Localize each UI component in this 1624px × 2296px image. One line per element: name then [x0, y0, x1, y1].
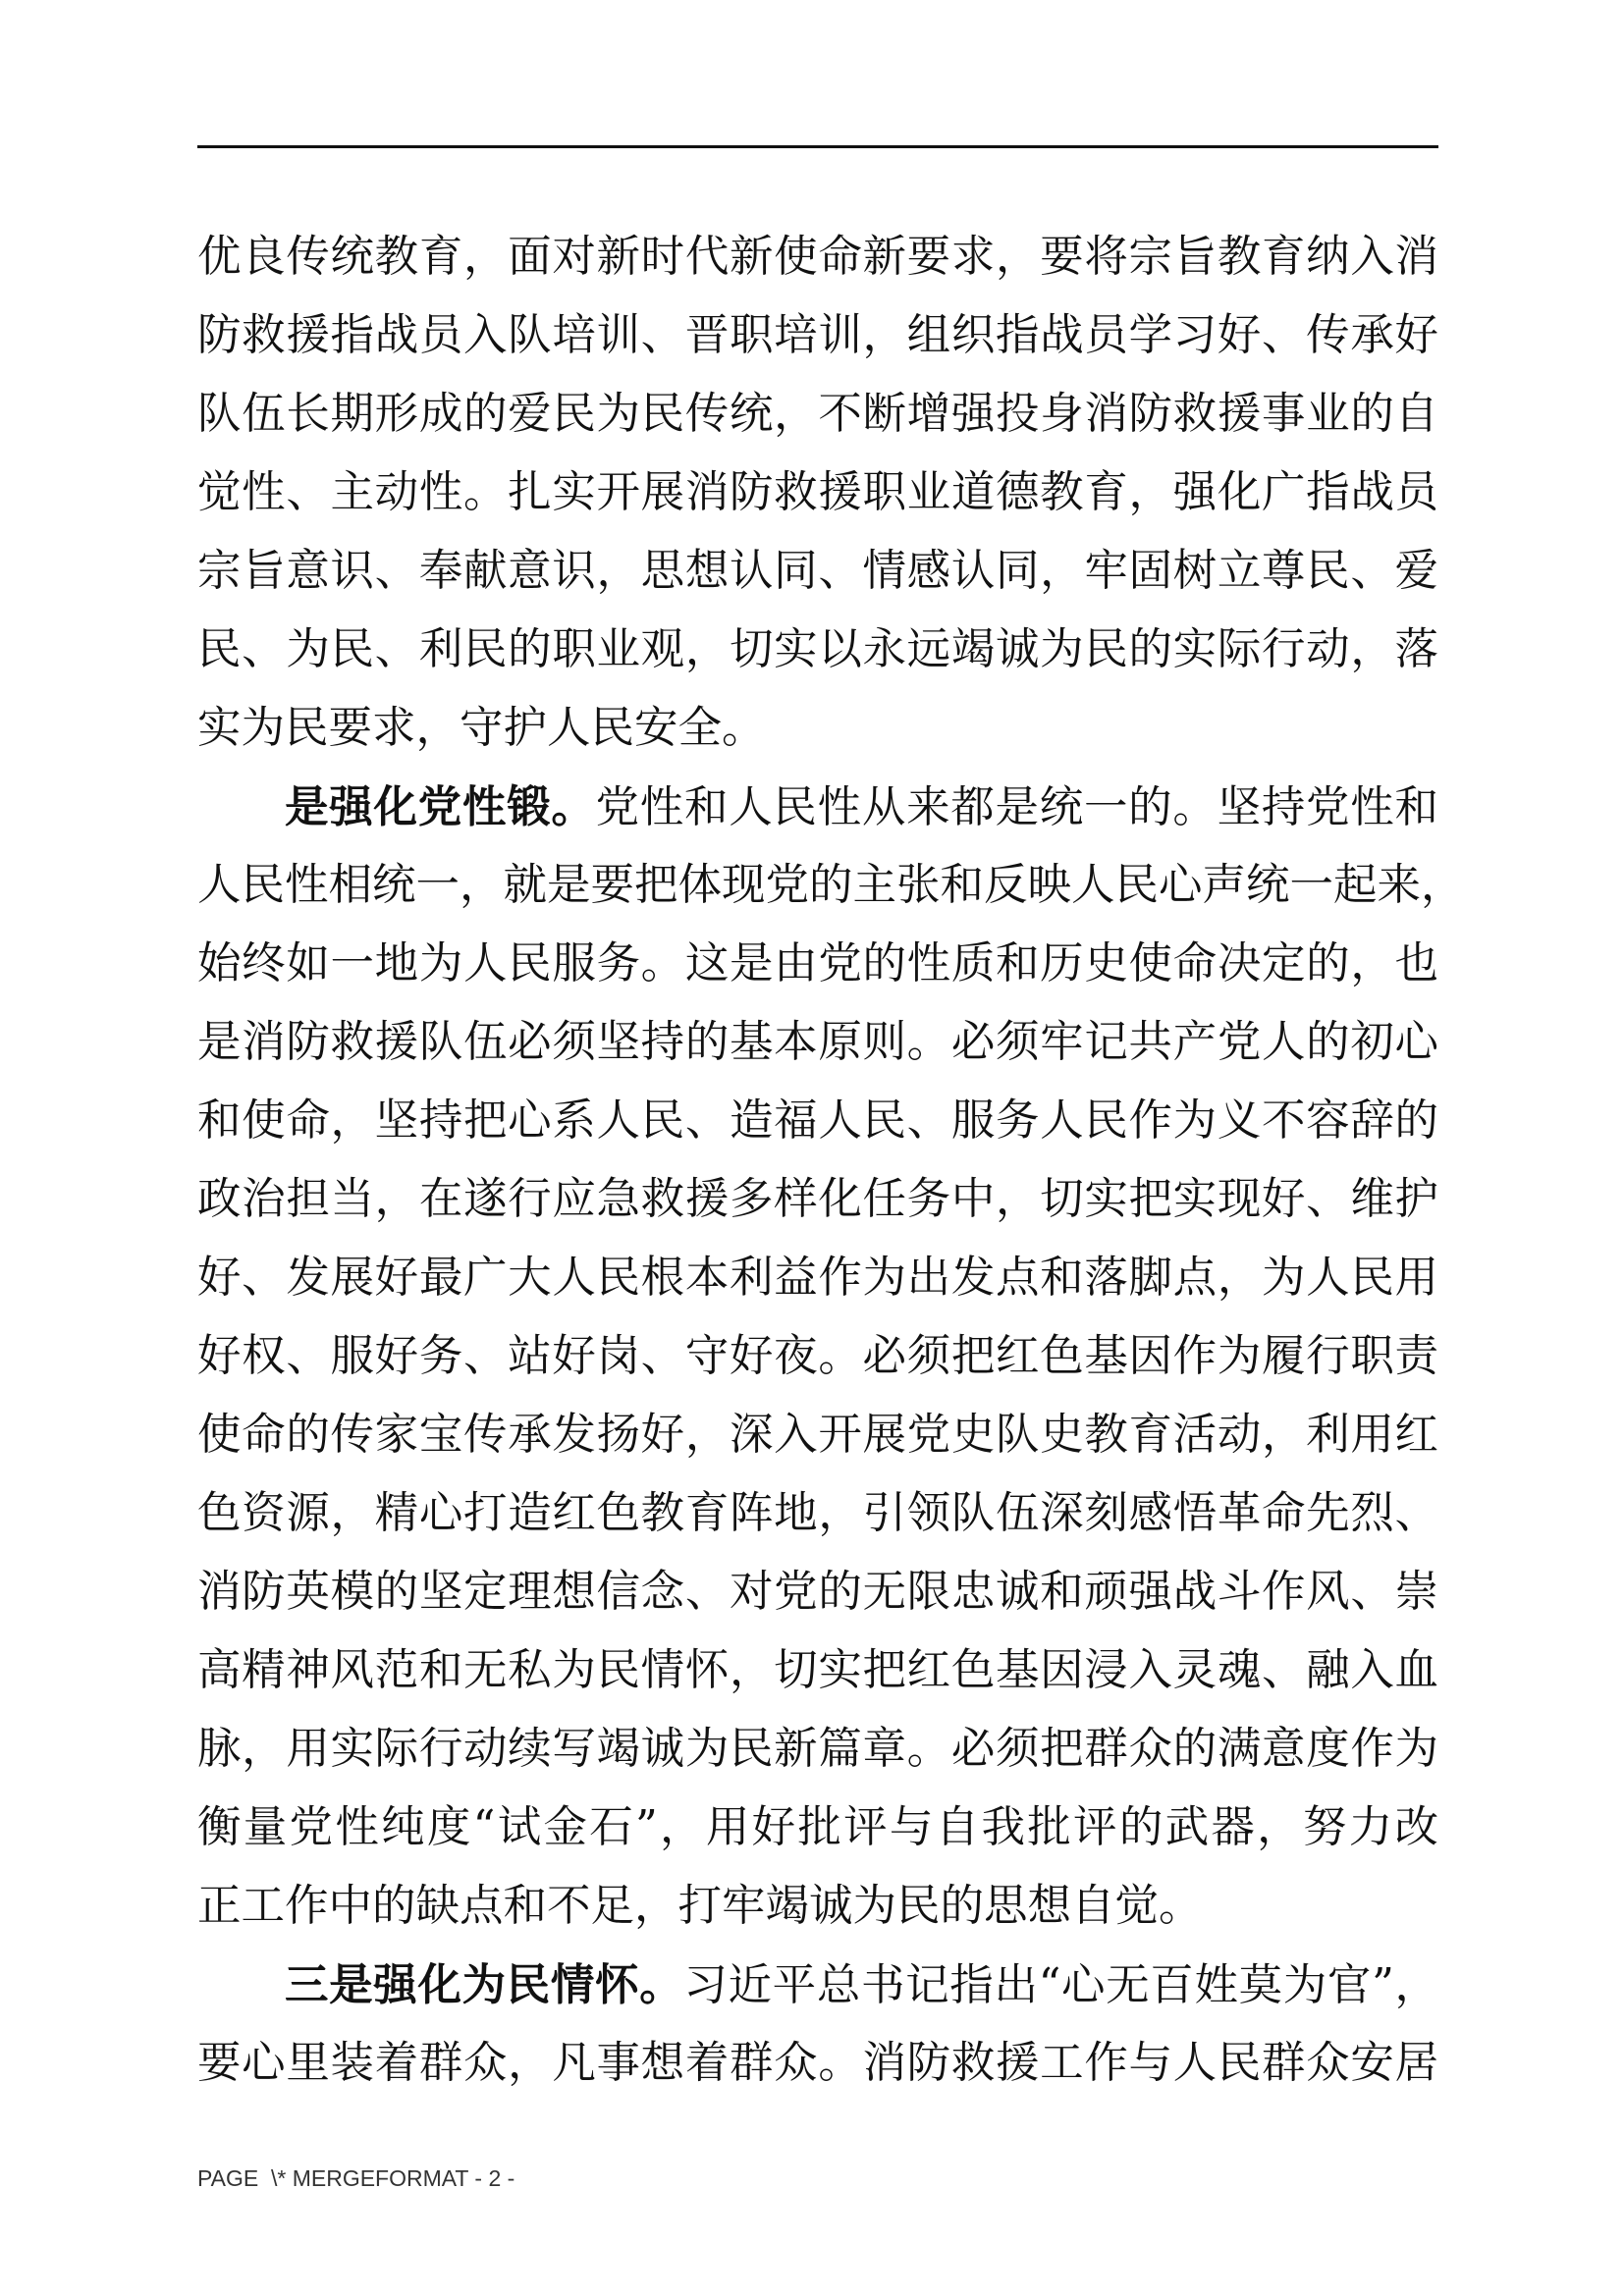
text-line: 宗旨意识、奉献意识，思想认同、情感认同，牢固树立尊民、爱	[197, 546, 1438, 596]
paragraph-first-line-text: 习近平总书记指出“心无百姓莫为官”，	[683, 1960, 1438, 2010]
text-line: 使命的传家宝传承发扬好，深入开展党史队史教育活动，利用红	[197, 1410, 1438, 1460]
paragraph-first-line	[197, 1946, 1438, 2024]
page-footer: PAGE \* MERGEFORMAT - 2 -	[197, 2165, 515, 2191]
text-line: 正工作中的缺点和不足，打牢竭诚为民的思想自觉。	[197, 1881, 1203, 1931]
text-line: 民、为民、利民的职业观，切实以永远竭诚为民的实际行动，落	[197, 624, 1438, 674]
text-line: 消防英模的坚定理想信念、对党的无限忠诚和顽强战斗作风、崇	[197, 1567, 1438, 1617]
paragraph-first-line-text: 党性和人民性从来都是统一的。坚持党性和	[595, 782, 1438, 832]
text-line: 衡量党性纯度“试金石”，用好批评与自我批评的武器，努力改	[197, 1802, 1438, 1852]
text-line: 脉，用实际行动续写竭诚为民新篇章。必须把群众的满意度作为	[197, 1724, 1438, 1774]
text-line: 是消防救援队伍必须坚持的基本原则。必须牢记共产党人的初心	[197, 1017, 1438, 1067]
text-line: 始终如一地为人民服务。这是由党的性质和历史使命决定的，也	[197, 938, 1438, 988]
paragraph-lead: 三是强化为民情怀。	[285, 1959, 684, 2010]
text-line: 好权、服好务、站好岗、守好夜。必须把红色基因作为履行职责	[197, 1331, 1438, 1381]
text-line: 高精神风范和无私为民情怀，切实把红色基因浸入灵魂、融入血	[197, 1645, 1438, 1695]
paragraph-first-line	[197, 768, 1438, 846]
paragraph-3	[197, 1946, 1438, 2103]
text-line: 防救援指战员入队培训、晋职培训，组织指战员学习好、传承好	[197, 310, 1438, 360]
text-line: 要心里装着群众，凡事想着群众。消防救援工作与人民群众安居	[197, 2038, 1438, 2088]
text-line: 觉性、主动性。扎实开展消防救援职业道德教育，强化广指战员	[197, 467, 1438, 517]
text-line: 和使命，坚持把心系人民、造福人民、服务人民作为义不容辞的	[197, 1095, 1438, 1146]
header-rule	[197, 145, 1438, 148]
text-line: 队伍长期形成的爱民为民传统，不断增强投身消防救援事业的自	[197, 389, 1438, 439]
text-line: 实为民要求，守护人民安全。	[197, 703, 766, 753]
paragraph-lead: 是强化党性锻。	[285, 781, 596, 832]
text-line: 人民性相统一，就是要把体现党的主张和反映人民心声统一起来，	[197, 860, 1465, 910]
text-line: 色资源，精心打造红色教育阵地，引领队伍深刻感悟革命先烈、	[197, 1488, 1438, 1538]
body-text	[197, 218, 1465, 2103]
paragraph-1	[197, 218, 1438, 768]
text-line: 好、发展好最广大人民根本利益作为出发点和落脚点，为人民用	[197, 1253, 1438, 1303]
paragraph-2	[197, 768, 1465, 1946]
text-line: 优良传统教育，面对新时代新使命新要求，要将宗旨教育纳入消	[197, 232, 1438, 282]
text-line: 政治担当，在遂行应急救援多样化任务中，切实把实现好、维护	[197, 1174, 1438, 1224]
